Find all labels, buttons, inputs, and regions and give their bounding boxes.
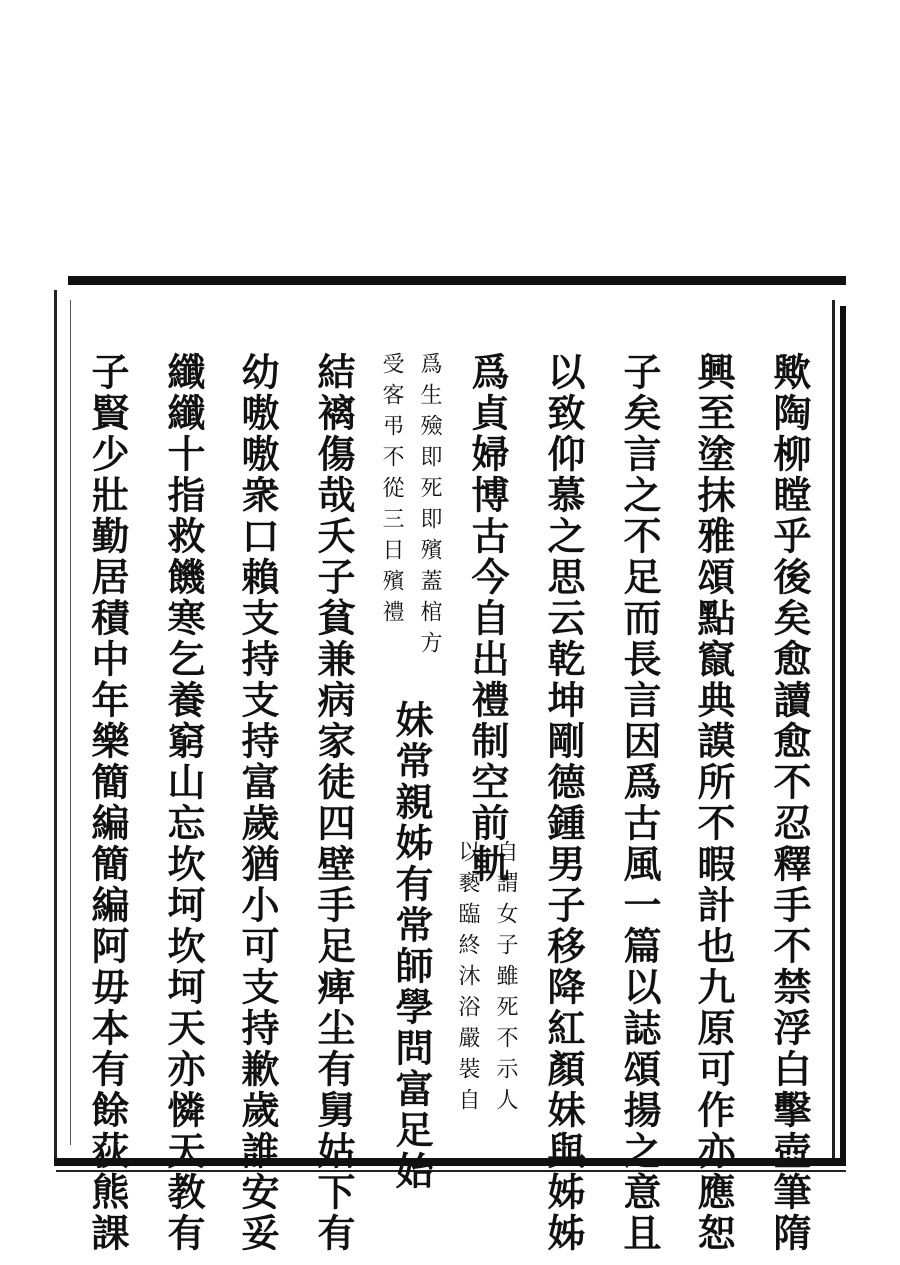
text-column-3: 子矣言之不足而長言因爲古風一篇以誌頌揚之意且 (617, 352, 662, 1254)
text-column-5: 爲貞婦博古今自出禮制空前軌 (465, 352, 510, 885)
text-column-10: 子賢少壯勤居積中年樂簡編簡編阿毋本有餘荻熊課 (85, 352, 130, 1254)
text-column-7: 結褵傷哉夭子貧兼病家徒四壁手足痺尘有舅姑下有 (311, 352, 356, 1254)
text-column-4: 以致仰慕之思云乾坤剛德鍾男子移降紅顏妹與姊姊 (541, 352, 586, 1254)
annotation-column-2: 以褻臨終沐浴嚴裝自 (455, 840, 480, 1119)
right-frame-rule (832, 300, 835, 1160)
left-frame-rule (54, 290, 57, 1160)
left-inner-rule (70, 300, 71, 1145)
text-column-6: 妹常親姊有常師學問富足始 (389, 700, 434, 1192)
right-outer-rule (840, 306, 846, 1158)
text-column-2: 興至塗抹雅頌點竄典謨所不暇計也九原可作亦應恕 (691, 352, 736, 1254)
text-column-9: 纖纖十指救饑寒乞養窮山忘坎坷坎坷天亦憐天教有 (161, 352, 206, 1254)
annotation-column-4: 受客弔不從三日殯禮 (379, 352, 404, 631)
annotation-column-1: 自謂女子雖死不示人 (493, 840, 518, 1119)
annotation-column-3: 爲生殮即死即殯蓋棺方 (417, 352, 442, 662)
text-column-8: 幼嗷嗷衆口賴支持支持富歲猶小可支持歉歲誰安妥 (235, 352, 280, 1254)
top-frame-rule (68, 276, 846, 285)
text-column-1: 歟陶柳瞠乎後矣愈讀愈不忍釋手不禁浮白擊壺筆隋 (767, 352, 812, 1254)
